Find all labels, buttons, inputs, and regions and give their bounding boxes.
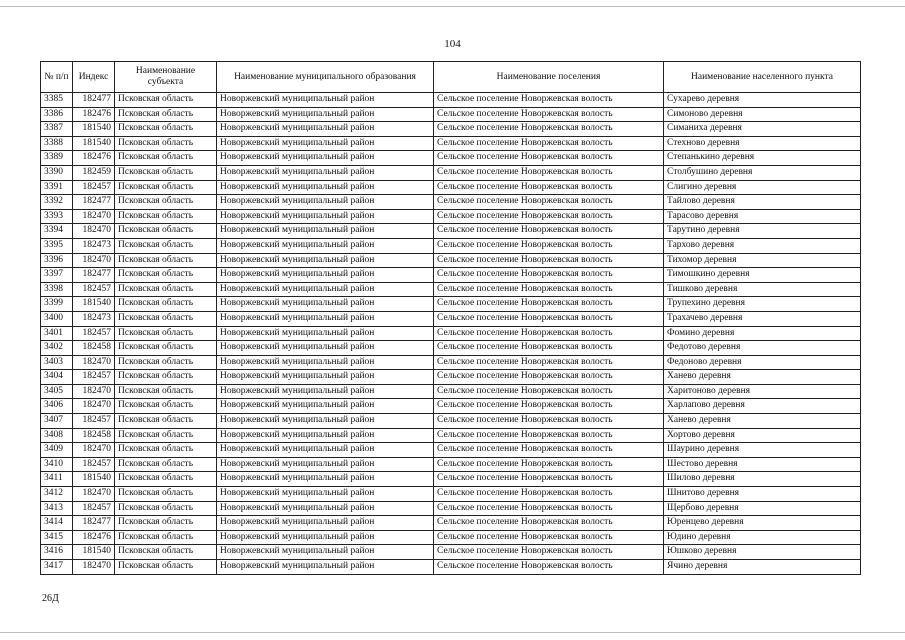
- cell-settlement: Сельское поселение Новоржевская волость: [434, 282, 664, 297]
- cell-settlement: Сельское поселение Новоржевская волость: [434, 195, 664, 210]
- cell-row-number: 3399: [41, 297, 73, 312]
- table-row: [41, 282, 861, 297]
- table-row: [41, 165, 861, 180]
- scan-edge-top: [0, 6, 905, 7]
- cell-row-number: 3391: [41, 180, 73, 195]
- cell-locality: Харитоново деревня: [664, 384, 861, 399]
- cell-row-number: 3394: [41, 224, 73, 239]
- cell-subject: Псковская область: [115, 341, 217, 356]
- cell-row-number: 3397: [41, 268, 73, 283]
- cell-settlement: Сельское поселение Новоржевская волость: [434, 501, 664, 516]
- table-row: [41, 93, 861, 108]
- cell-municipality: Новоржевский муниципальный район: [217, 253, 434, 268]
- table-row: [41, 530, 861, 545]
- cell-settlement: Сельское поселение Новоржевская волость: [434, 297, 664, 312]
- table-row: [41, 326, 861, 341]
- cell-locality: Федотово деревня: [664, 341, 861, 356]
- cell-settlement: Сельское поселение Новоржевская волость: [434, 516, 664, 531]
- cell-municipality: Новоржевский муниципальный район: [217, 224, 434, 239]
- cell-subject: Псковская область: [115, 545, 217, 560]
- cell-row-number: 3395: [41, 238, 73, 253]
- cell-municipality: Новоржевский муниципальный район: [217, 136, 434, 151]
- cell-subject: Псковская область: [115, 224, 217, 239]
- cell-locality: Ячино деревня: [664, 560, 861, 575]
- cell-settlement: Сельское поселение Новоржевская волость: [434, 487, 664, 502]
- cell-subject: Псковская область: [115, 93, 217, 108]
- header-municipality: Наименование муниципального образования: [217, 62, 434, 93]
- cell-municipality: Новоржевский муниципальный район: [217, 93, 434, 108]
- cell-municipality: Новоржевский муниципальный район: [217, 341, 434, 356]
- cell-row-number: 3403: [41, 355, 73, 370]
- cell-municipality: Новоржевский муниципальный район: [217, 487, 434, 502]
- cell-subject: Псковская область: [115, 443, 217, 458]
- cell-municipality: Новоржевский муниципальный район: [217, 443, 434, 458]
- cell-locality: Ханево деревня: [664, 414, 861, 429]
- table-row: [41, 180, 861, 195]
- cell-row-number: 3411: [41, 472, 73, 487]
- cell-settlement: Сельское поселение Новоржевская волость: [434, 326, 664, 341]
- cell-subject: Псковская область: [115, 209, 217, 224]
- cell-settlement: Сельское поселение Новоржевская волость: [434, 370, 664, 385]
- cell-municipality: Новоржевский муниципальный район: [217, 560, 434, 575]
- cell-index: 182457: [73, 501, 115, 516]
- cell-settlement: Сельское поселение Новоржевская волость: [434, 399, 664, 414]
- cell-subject: Псковская область: [115, 107, 217, 122]
- cell-subject: Псковская область: [115, 560, 217, 575]
- table-row: [41, 253, 861, 268]
- cell-index: 182470: [73, 487, 115, 502]
- cell-subject: Псковская область: [115, 472, 217, 487]
- cell-index: 182470: [73, 224, 115, 239]
- cell-locality: Слигино деревня: [664, 180, 861, 195]
- cell-municipality: Новоржевский муниципальный район: [217, 399, 434, 414]
- cell-locality: Харлапово деревня: [664, 399, 861, 414]
- cell-row-number: 3404: [41, 370, 73, 385]
- cell-subject: Псковская область: [115, 311, 217, 326]
- cell-index: 182459: [73, 165, 115, 180]
- cell-municipality: Новоржевский муниципальный район: [217, 180, 434, 195]
- cell-subject: Псковская область: [115, 355, 217, 370]
- cell-row-number: 3387: [41, 122, 73, 137]
- cell-row-number: 3389: [41, 151, 73, 166]
- cell-subject: Псковская область: [115, 516, 217, 531]
- cell-index: 182477: [73, 93, 115, 108]
- header-index: Индекс: [73, 62, 115, 93]
- cell-settlement: Сельское поселение Новоржевская волость: [434, 209, 664, 224]
- cell-subject: Псковская область: [115, 180, 217, 195]
- cell-index: 182457: [73, 414, 115, 429]
- cell-locality: Тимошкино деревня: [664, 268, 861, 283]
- table-row: [41, 311, 861, 326]
- cell-locality: Тархово деревня: [664, 238, 861, 253]
- cell-subject: Псковская область: [115, 487, 217, 502]
- table-row: [41, 443, 861, 458]
- cell-subject: Псковская область: [115, 384, 217, 399]
- cell-locality: Шестово деревня: [664, 457, 861, 472]
- cell-locality: Федоново деревня: [664, 355, 861, 370]
- cell-row-number: 3393: [41, 209, 73, 224]
- cell-locality: Тишково деревня: [664, 282, 861, 297]
- cell-settlement: Сельское поселение Новоржевская волость: [434, 384, 664, 399]
- cell-municipality: Новоржевский муниципальный район: [217, 370, 434, 385]
- cell-municipality: Новоржевский муниципальный район: [217, 268, 434, 283]
- cell-settlement: Сельское поселение Новоржевская волость: [434, 151, 664, 166]
- cell-locality: Симоново деревня: [664, 107, 861, 122]
- table-row: [41, 457, 861, 472]
- header-row: [41, 62, 861, 93]
- cell-row-number: 3402: [41, 341, 73, 356]
- cell-locality: Хортово деревня: [664, 428, 861, 443]
- cell-settlement: Сельское поселение Новоржевская волость: [434, 545, 664, 560]
- cell-municipality: Новоржевский муниципальный район: [217, 122, 434, 137]
- cell-subject: Псковская область: [115, 399, 217, 414]
- settlements-table: [40, 61, 861, 575]
- cell-settlement: Сельское поселение Новоржевская волость: [434, 165, 664, 180]
- table-row: [41, 384, 861, 399]
- cell-municipality: Новоржевский муниципальный район: [217, 384, 434, 399]
- cell-row-number: 3390: [41, 165, 73, 180]
- cell-index: 181540: [73, 545, 115, 560]
- cell-settlement: Сельское поселение Новоржевская волость: [434, 472, 664, 487]
- cell-locality: Юшково деревня: [664, 545, 861, 560]
- cell-settlement: Сельское поселение Новоржевская волость: [434, 253, 664, 268]
- cell-index: 181540: [73, 472, 115, 487]
- cell-locality: Трахачево деревня: [664, 311, 861, 326]
- cell-municipality: Новоржевский муниципальный район: [217, 107, 434, 122]
- cell-locality: Ханево деревня: [664, 370, 861, 385]
- cell-row-number: 3412: [41, 487, 73, 502]
- header-subject: Наименование субъекта: [115, 62, 217, 93]
- cell-municipality: Новоржевский муниципальный район: [217, 501, 434, 516]
- cell-municipality: Новоржевский муниципальный район: [217, 311, 434, 326]
- cell-index: 182458: [73, 341, 115, 356]
- cell-index: 182457: [73, 282, 115, 297]
- cell-index: 182470: [73, 253, 115, 268]
- cell-index: 182470: [73, 560, 115, 575]
- cell-settlement: Сельское поселение Новоржевская волость: [434, 414, 664, 429]
- table-row: [41, 472, 861, 487]
- table-row: [41, 560, 861, 575]
- page-number: 104: [444, 38, 461, 50]
- cell-municipality: Новоржевский муниципальный район: [217, 472, 434, 487]
- header-locality: Наименование населенного пункта: [664, 62, 861, 93]
- cell-settlement: Сельское поселение Новоржевская волость: [434, 107, 664, 122]
- cell-index: 182473: [73, 311, 115, 326]
- cell-settlement: Сельское поселение Новоржевская волость: [434, 238, 664, 253]
- cell-row-number: 3409: [41, 443, 73, 458]
- cell-subject: Псковская область: [115, 370, 217, 385]
- cell-municipality: Новоржевский муниципальный район: [217, 355, 434, 370]
- table-row: [41, 370, 861, 385]
- cell-index: 181540: [73, 136, 115, 151]
- table-row: [41, 501, 861, 516]
- cell-locality: Шнитово деревня: [664, 487, 861, 502]
- scan-edge-bottom: [0, 632, 905, 633]
- table-row: [41, 341, 861, 356]
- table-row: [41, 487, 861, 502]
- cell-settlement: Сельское поселение Новоржевская волость: [434, 341, 664, 356]
- cell-row-number: 3385: [41, 93, 73, 108]
- cell-municipality: Новоржевский муниципальный район: [217, 238, 434, 253]
- cell-municipality: Новоржевский муниципальный район: [217, 282, 434, 297]
- cell-subject: Псковская область: [115, 195, 217, 210]
- table-header: [41, 62, 861, 93]
- cell-municipality: Новоржевский муниципальный район: [217, 428, 434, 443]
- cell-municipality: Новоржевский муниципальный район: [217, 151, 434, 166]
- cell-row-number: 3410: [41, 457, 73, 472]
- cell-municipality: Новоржевский муниципальный район: [217, 195, 434, 210]
- cell-index: 182457: [73, 326, 115, 341]
- cell-subject: Псковская область: [115, 297, 217, 312]
- table-row: [41, 122, 861, 137]
- cell-municipality: Новоржевский муниципальный район: [217, 165, 434, 180]
- table-row: [41, 428, 861, 443]
- cell-index: 181540: [73, 122, 115, 137]
- cell-locality: Щербово деревня: [664, 501, 861, 516]
- cell-subject: Псковская область: [115, 414, 217, 429]
- cell-settlement: Сельское поселение Новоржевская волость: [434, 311, 664, 326]
- cell-locality: Юдино деревня: [664, 530, 861, 545]
- table-row: [41, 355, 861, 370]
- cell-row-number: 3408: [41, 428, 73, 443]
- cell-locality: Фомино деревня: [664, 326, 861, 341]
- cell-row-number: 3398: [41, 282, 73, 297]
- cell-municipality: Новоржевский муниципальный район: [217, 530, 434, 545]
- table-body: [41, 93, 861, 575]
- cell-index: 182477: [73, 516, 115, 531]
- table-row: [41, 107, 861, 122]
- cell-subject: Псковская область: [115, 326, 217, 341]
- cell-index: 182476: [73, 107, 115, 122]
- cell-locality: Юренцево деревня: [664, 516, 861, 531]
- cell-index: 182470: [73, 209, 115, 224]
- cell-locality: Тарасово деревня: [664, 209, 861, 224]
- cell-subject: Псковская область: [115, 165, 217, 180]
- header-row-number: № п/п: [41, 62, 73, 93]
- cell-index: 182477: [73, 268, 115, 283]
- cell-subject: Псковская область: [115, 268, 217, 283]
- cell-settlement: Сельское поселение Новоржевская волость: [434, 136, 664, 151]
- cell-locality: Трупехино деревня: [664, 297, 861, 312]
- cell-subject: Псковская область: [115, 428, 217, 443]
- table-row: [41, 224, 861, 239]
- cell-subject: Псковская область: [115, 122, 217, 137]
- table-row: [41, 516, 861, 531]
- cell-locality: Стехново деревня: [664, 136, 861, 151]
- cell-row-number: 3406: [41, 399, 73, 414]
- footer-code: 26Д: [42, 593, 59, 604]
- table-row: [41, 209, 861, 224]
- cell-subject: Псковская область: [115, 253, 217, 268]
- cell-row-number: 3413: [41, 501, 73, 516]
- table-row: [41, 151, 861, 166]
- cell-settlement: Сельское поселение Новоржевская волость: [434, 443, 664, 458]
- cell-subject: Псковская область: [115, 501, 217, 516]
- cell-subject: Псковская область: [115, 238, 217, 253]
- cell-row-number: 3388: [41, 136, 73, 151]
- cell-municipality: Новоржевский муниципальный район: [217, 457, 434, 472]
- cell-row-number: 3396: [41, 253, 73, 268]
- cell-settlement: Сельское поселение Новоржевская волость: [434, 122, 664, 137]
- cell-settlement: Сельское поселение Новоржевская волость: [434, 224, 664, 239]
- cell-subject: Псковская область: [115, 530, 217, 545]
- cell-row-number: 3392: [41, 195, 73, 210]
- cell-index: 182470: [73, 443, 115, 458]
- cell-row-number: 3400: [41, 311, 73, 326]
- cell-settlement: Сельское поселение Новоржевская волость: [434, 457, 664, 472]
- cell-municipality: Новоржевский муниципальный район: [217, 209, 434, 224]
- cell-locality: Столбушино деревня: [664, 165, 861, 180]
- cell-settlement: Сельское поселение Новоржевская волость: [434, 355, 664, 370]
- cell-settlement: Сельское поселение Новоржевская волость: [434, 560, 664, 575]
- table-row: [41, 297, 861, 312]
- cell-municipality: Новоржевский муниципальный район: [217, 545, 434, 560]
- cell-index: 182473: [73, 238, 115, 253]
- cell-index: 182457: [73, 180, 115, 195]
- cell-municipality: Новоржевский муниципальный район: [217, 326, 434, 341]
- cell-index: 182458: [73, 428, 115, 443]
- header-settlement: Наименование поселения: [434, 62, 664, 93]
- cell-settlement: Сельское поселение Новоржевская волость: [434, 93, 664, 108]
- cell-locality: Тарутино деревня: [664, 224, 861, 239]
- cell-row-number: 3405: [41, 384, 73, 399]
- cell-subject: Псковская область: [115, 151, 217, 166]
- cell-index: 182470: [73, 384, 115, 399]
- cell-index: 182470: [73, 355, 115, 370]
- cell-settlement: Сельское поселение Новоржевская волость: [434, 530, 664, 545]
- cell-locality: Тихомор деревня: [664, 253, 861, 268]
- cell-subject: Псковская область: [115, 457, 217, 472]
- cell-index: 182476: [73, 151, 115, 166]
- cell-row-number: 3401: [41, 326, 73, 341]
- table-row: [41, 238, 861, 253]
- cell-municipality: Новоржевский муниципальный район: [217, 297, 434, 312]
- cell-subject: Псковская область: [115, 136, 217, 151]
- cell-locality: Шилово деревня: [664, 472, 861, 487]
- cell-row-number: 3407: [41, 414, 73, 429]
- cell-index: 182477: [73, 195, 115, 210]
- cell-settlement: Сельское поселение Новоржевская волость: [434, 268, 664, 283]
- cell-settlement: Сельское поселение Новоржевская волость: [434, 180, 664, 195]
- table-row: [41, 268, 861, 283]
- cell-index: 182457: [73, 457, 115, 472]
- table-row: [41, 545, 861, 560]
- table-row: [41, 414, 861, 429]
- cell-municipality: Новоржевский муниципальный район: [217, 414, 434, 429]
- cell-subject: Псковская область: [115, 282, 217, 297]
- cell-row-number: 3415: [41, 530, 73, 545]
- cell-index: 182457: [73, 370, 115, 385]
- cell-index: 181540: [73, 297, 115, 312]
- cell-index: 182470: [73, 399, 115, 414]
- cell-locality: Тайлово деревня: [664, 195, 861, 210]
- cell-row-number: 3386: [41, 107, 73, 122]
- cell-municipality: Новоржевский муниципальный район: [217, 516, 434, 531]
- cell-locality: Шаурино деревня: [664, 443, 861, 458]
- cell-row-number: 3416: [41, 545, 73, 560]
- cell-locality: Сухарево деревня: [664, 93, 861, 108]
- cell-settlement: Сельское поселение Новоржевская волость: [434, 428, 664, 443]
- cell-index: 182476: [73, 530, 115, 545]
- cell-row-number: 3417: [41, 560, 73, 575]
- table-row: [41, 136, 861, 151]
- cell-locality: Степанькино деревня: [664, 151, 861, 166]
- table-row: [41, 399, 861, 414]
- cell-row-number: 3414: [41, 516, 73, 531]
- table-row: [41, 195, 861, 210]
- cell-locality: Симаниха деревня: [664, 122, 861, 137]
